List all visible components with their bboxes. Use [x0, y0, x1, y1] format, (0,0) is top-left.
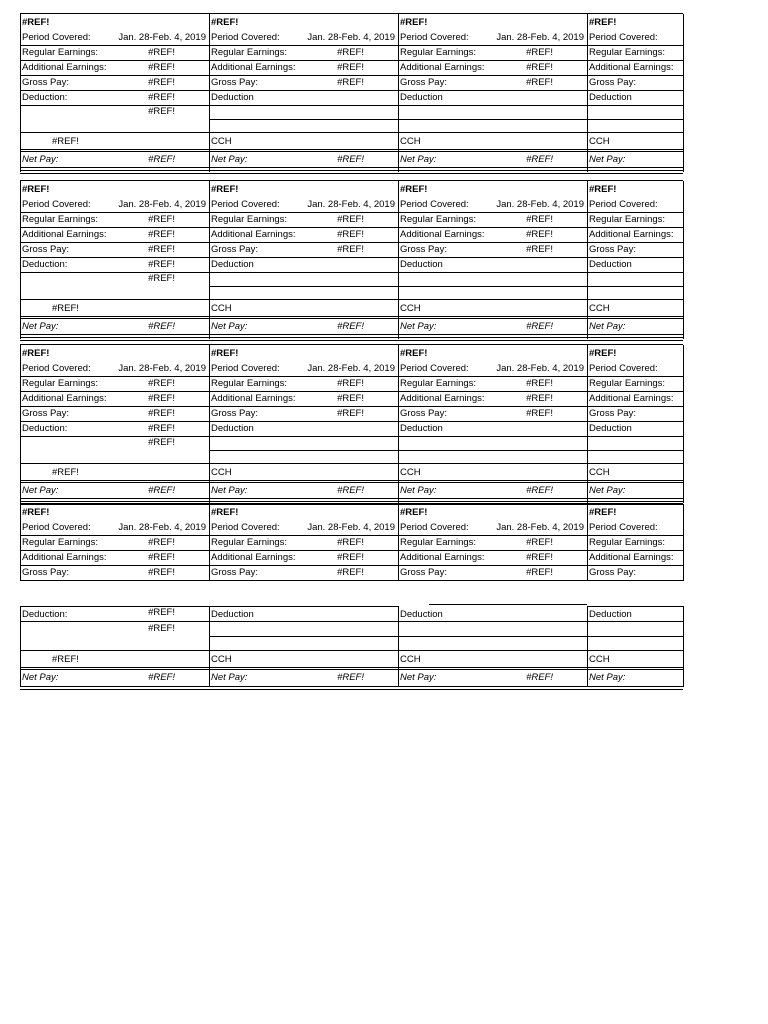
rule-top-4 [20, 503, 683, 504]
rule-row-3-4 [20, 436, 683, 437]
regular-earnings-value-1-column-1: #REF! [148, 47, 175, 58]
regular-earnings-value-3-column-3: #REF! [526, 378, 553, 389]
deduction-label-3-column-1: Deduction: [22, 423, 68, 434]
gross-pay-value-3-column-2: #REF! [337, 408, 364, 419]
gross-pay-label-3-column-3: Gross Pay: [400, 408, 447, 419]
regular-earnings-label-1-column-3: Regular Earnings: [400, 47, 477, 58]
column-divider-lower-4-column-4 [587, 606, 588, 687]
cch-label-2-column-3: CCH [400, 303, 421, 314]
column-divider-right-1-column-4 [683, 14, 684, 172]
cch-label-3-column-2: CCH [211, 467, 232, 478]
rule-top-1 [20, 13, 683, 14]
period-covered-label-3-column-4: Period Covered: [589, 363, 658, 374]
rule-cch-double-4 [20, 669, 683, 670]
cch-label-1-column-2: CCH [211, 136, 232, 147]
rule-row-3-1 [20, 391, 683, 392]
net-pay-value-3-column-3: #REF! [526, 485, 553, 496]
regular-earnings-value-1-column-3: #REF! [526, 47, 553, 58]
deduction-sub-value-3-column-1: #REF! [148, 437, 175, 448]
period-value-3-column-2: Jan. 28-Feb. 4, 2019 [307, 363, 395, 374]
gross-pay-label-2-column-3: Gross Pay: [400, 244, 447, 255]
cch-label-4-column-3: CCH [400, 654, 421, 665]
rule-gross-4-4 [645, 580, 683, 581]
net-pay-label-2-column-2: Net Pay: [211, 321, 248, 332]
deduction-label-3-column-4: Deduction [589, 423, 632, 434]
rule-ded2-2 [209, 286, 683, 287]
period-value-3-column-3: Jan. 28-Feb. 4, 2019 [496, 363, 584, 374]
rule-ded-row-4 [20, 621, 683, 622]
rule-row-3-3 [20, 421, 683, 422]
net-pay-label-1-column-1: Net Pay: [22, 154, 59, 165]
additional-earnings-label-1-column-1: Additional Earnings: [22, 62, 107, 73]
header-ref-3-column-1: #REF! [22, 348, 50, 359]
deduction-label-1-column-2: Deduction [211, 92, 254, 103]
regular-earnings-value-2-column-1: #REF! [148, 214, 175, 225]
rule-cch-double-1 [20, 151, 683, 152]
period-covered-label-1-column-3: Period Covered: [400, 32, 469, 43]
additional-earnings-value-1-column-1: #REF! [148, 62, 175, 73]
rule-ded-top-3-4 [429, 604, 587, 605]
regular-earnings-label-2-column-4: Regular Earnings: [589, 214, 666, 225]
regular-earnings-value-2-column-2: #REF! [337, 214, 364, 225]
additional-earnings-value-4-column-2: #REF! [337, 552, 364, 563]
period-covered-label-2-column-3: Period Covered: [400, 199, 469, 210]
column-divider-lower-4-column-3 [398, 606, 399, 687]
additional-earnings-value-2-column-1: #REF! [148, 229, 175, 240]
regular-earnings-label-1-column-1: Regular Earnings: [22, 47, 99, 58]
period-value-1-column-1: Jan. 28-Feb. 4, 2019 [118, 32, 206, 43]
rule-row-1-0 [20, 45, 683, 46]
rule-blank-1 [20, 132, 683, 133]
gross-pay-value-2-column-1: #REF! [148, 244, 175, 255]
additional-earnings-label-3-column-4: Additional Earnings: [589, 393, 674, 404]
net-pay-label-4-column-3: Net Pay: [400, 672, 437, 683]
header-ref-1-column-2: #REF! [211, 17, 239, 28]
period-value-1-column-2: Jan. 28-Feb. 4, 2019 [307, 32, 395, 43]
column-divider-upper-4-column-2 [209, 504, 210, 581]
regular-earnings-label-1-column-4: Regular Earnings: [589, 47, 666, 58]
period-covered-label-1-column-4: Period Covered: [589, 32, 658, 43]
regular-earnings-label-2-column-3: Regular Earnings: [400, 214, 477, 225]
deduction-label-4-column-4: Deduction [589, 609, 632, 620]
additional-earnings-label-2-column-4: Additional Earnings: [589, 229, 674, 240]
gross-pay-value-1-column-3: #REF! [526, 77, 553, 88]
additional-earnings-value-3-column-1: #REF! [148, 393, 175, 404]
header-ref-2-column-3: #REF! [400, 184, 428, 195]
deduction-label-2-column-4: Deduction [589, 259, 632, 270]
cch-label-3-column-4: CCH [589, 467, 610, 478]
rule-net-double-a-1 [20, 170, 683, 171]
header-ref-1-column-1: #REF! [22, 17, 50, 28]
rule-row-3-2 [20, 406, 683, 407]
cch-label-2-column-4: CCH [589, 303, 610, 314]
header-ref-2-column-4: #REF! [589, 184, 617, 195]
additional-earnings-value-3-column-3: #REF! [526, 393, 553, 404]
deduction-label-4-column-2: Deduction [211, 609, 254, 620]
deduction-label-3-column-2: Deduction [211, 423, 254, 434]
regular-earnings-label-1-column-2: Regular Earnings: [211, 47, 288, 58]
additional-earnings-value-1-column-3: #REF! [526, 62, 553, 73]
rule-row-1-2 [20, 75, 683, 76]
column-divider-lower-4-column-2 [209, 606, 210, 687]
additional-earnings-label-4-column-2: Additional Earnings: [211, 552, 296, 563]
additional-earnings-label-3-column-1: Additional Earnings: [22, 393, 107, 404]
gross-pay-label-3-column-1: Gross Pay: [22, 408, 69, 419]
net-pay-value-2-column-3: #REF! [526, 321, 553, 332]
gross-pay-label-4-column-2: Gross Pay: [211, 567, 258, 578]
period-covered-label-3-column-3: Period Covered: [400, 363, 469, 374]
rule-top-3 [20, 344, 683, 345]
regular-earnings-label-4-column-2: Regular Earnings: [211, 537, 288, 548]
deduction-sub-value-1-column-1: #REF! [148, 106, 175, 117]
net-pay-label-4-column-1: Net Pay: [22, 672, 59, 683]
gross-pay-label-4-column-1: Gross Pay: [22, 567, 69, 578]
gross-pay-value-2-column-3: #REF! [526, 244, 553, 255]
header-ref-2-column-1: #REF! [22, 184, 50, 195]
net-pay-label-3-column-1: Net Pay: [22, 485, 59, 496]
net-pay-label-3-column-2: Net Pay: [211, 485, 248, 496]
cch-label-2-column-2: CCH [211, 303, 232, 314]
net-pay-value-1-column-2: #REF! [337, 154, 364, 165]
rule-cch-1 [20, 149, 683, 150]
net-pay-value-4-column-3: #REF! [526, 672, 553, 683]
deduction-label-1-column-3: Deduction [400, 92, 443, 103]
rule-cch-double-2 [20, 318, 683, 319]
net-pay-label-1-column-4: Net Pay: [589, 154, 626, 165]
net-pay-label-2-column-3: Net Pay: [400, 321, 437, 332]
period-value-4-column-1: Jan. 28-Feb. 4, 2019 [118, 522, 206, 533]
deduction-label-1-column-1: Deduction: [22, 92, 68, 103]
gross-pay-label-2-column-4: Gross Pay: [589, 244, 636, 255]
gross-pay-label-4-column-3: Gross Pay: [400, 567, 447, 578]
column-divider-right-lower-4-column-4 [683, 606, 684, 687]
header-ref-4-column-1: #REF! [22, 507, 50, 518]
regular-earnings-value-3-column-2: #REF! [337, 378, 364, 389]
additional-earnings-label-4-column-1: Additional Earnings: [22, 552, 107, 563]
rule-row-4-0 [20, 535, 683, 536]
deduction-value-2-column-1: #REF! [148, 259, 175, 270]
period-covered-label-2-column-4: Period Covered: [589, 199, 658, 210]
deduction-label-2-column-2: Deduction [211, 259, 254, 270]
column-divider-right-3-column-4 [683, 345, 684, 503]
additional-earnings-label-1-column-3: Additional Earnings: [400, 62, 485, 73]
regular-earnings-label-4-column-3: Regular Earnings: [400, 537, 477, 548]
regular-earnings-label-2-column-1: Regular Earnings: [22, 214, 99, 225]
gross-pay-label-3-column-2: Gross Pay: [211, 408, 258, 419]
deduction-total-4-column-1: #REF! [52, 654, 79, 665]
net-pay-label-4-column-4: Net Pay: [589, 672, 626, 683]
rule-blank-2 [20, 299, 683, 300]
rule-net-bottom-1 [20, 167, 683, 168]
period-value-4-column-3: Jan. 28-Feb. 4, 2019 [496, 522, 584, 533]
rule-ded2-4 [209, 636, 683, 637]
period-covered-label-3-column-1: Period Covered: [22, 363, 91, 374]
regular-earnings-label-3-column-1: Regular Earnings: [22, 378, 99, 389]
rule-cch-3 [20, 480, 683, 481]
net-pay-label-4-column-2: Net Pay: [211, 672, 248, 683]
additional-earnings-label-2-column-2: Additional Earnings: [211, 229, 296, 240]
column-divider-lower-4-column-1 [20, 606, 21, 687]
regular-earnings-label-3-column-4: Regular Earnings: [589, 378, 666, 389]
column-divider-upper-4-column-1 [20, 504, 21, 581]
cch-label-4-column-2: CCH [211, 654, 232, 665]
header-ref-4-column-4: #REF! [589, 507, 617, 518]
gross-pay-label-1-column-3: Gross Pay: [400, 77, 447, 88]
rule-row-2-2 [20, 242, 683, 243]
net-pay-label-3-column-3: Net Pay: [400, 485, 437, 496]
gross-pay-value-1-column-1: #REF! [148, 77, 175, 88]
additional-earnings-value-3-column-2: #REF! [337, 393, 364, 404]
net-pay-label-3-column-4: Net Pay: [589, 485, 626, 496]
rule-net-bottom-4 [20, 686, 683, 687]
gross-pay-value-4-column-1: #REF! [148, 567, 175, 578]
net-pay-value-2-column-2: #REF! [337, 321, 364, 332]
gross-pay-label-2-column-2: Gross Pay: [211, 244, 258, 255]
column-divider-right-upper-4-column-4 [683, 504, 684, 581]
deduction-value-3-column-1: #REF! [148, 423, 175, 434]
rule-row-4-1 [20, 550, 683, 551]
column-divider-upper-4-column-3 [398, 504, 399, 581]
period-value-1-column-3: Jan. 28-Feb. 4, 2019 [496, 32, 584, 43]
deduction-value-4-column-1: #REF! [148, 607, 175, 618]
rule-net-double-a-2 [20, 337, 683, 338]
additional-earnings-value-4-column-3: #REF! [526, 552, 553, 563]
regular-earnings-value-3-column-1: #REF! [148, 378, 175, 389]
rule-cch-4 [20, 667, 683, 668]
header-ref-3-column-4: #REF! [589, 348, 617, 359]
rule-ded2-3 [209, 450, 683, 451]
rule-row-1-3 [20, 90, 683, 91]
deduction-label-4-column-3: Deduction [400, 609, 443, 620]
regular-earnings-label-4-column-4: Regular Earnings: [589, 537, 666, 548]
additional-earnings-value-4-column-1: #REF! [148, 552, 175, 563]
net-pay-label-1-column-3: Net Pay: [400, 154, 437, 165]
rule-ded-top-4-4 [587, 606, 683, 607]
gross-pay-label-1-column-1: Gross Pay: [22, 77, 69, 88]
net-pay-value-1-column-3: #REF! [526, 154, 553, 165]
rule-row-1-1 [20, 60, 683, 61]
regular-earnings-label-2-column-2: Regular Earnings: [211, 214, 288, 225]
period-covered-label-1-column-1: Period Covered: [22, 32, 91, 43]
rule-top-2 [20, 180, 683, 181]
deduction-sub-value-2-column-1: #REF! [148, 273, 175, 284]
header-ref-4-column-2: #REF! [211, 507, 239, 518]
additional-earnings-value-1-column-2: #REF! [337, 62, 364, 73]
regular-earnings-value-1-column-2: #REF! [337, 47, 364, 58]
rule-row-2-0 [20, 212, 683, 213]
net-pay-label-1-column-2: Net Pay: [211, 154, 248, 165]
regular-earnings-label-4-column-1: Regular Earnings: [22, 537, 99, 548]
column-divider-upper-4-column-4 [587, 504, 588, 581]
rule-row-4-2 [20, 565, 683, 566]
rule-net-double-b-1 [20, 173, 683, 174]
period-value-3-column-1: Jan. 28-Feb. 4, 2019 [118, 363, 206, 374]
net-pay-value-4-column-1: #REF! [148, 672, 175, 683]
period-covered-label-4-column-2: Period Covered: [211, 522, 280, 533]
net-pay-label-2-column-1: Net Pay: [22, 321, 59, 332]
header-ref-3-column-2: #REF! [211, 348, 239, 359]
period-covered-label-1-column-2: Period Covered: [211, 32, 280, 43]
regular-earnings-label-3-column-2: Regular Earnings: [211, 378, 288, 389]
rule-gross-2-4 [267, 580, 397, 581]
rule-cch-2 [20, 316, 683, 317]
additional-earnings-label-3-column-3: Additional Earnings: [400, 393, 485, 404]
period-value-4-column-2: Jan. 28-Feb. 4, 2019 [307, 522, 395, 533]
period-covered-label-3-column-2: Period Covered: [211, 363, 280, 374]
header-ref-3-column-3: #REF! [400, 348, 428, 359]
header-ref-1-column-4: #REF! [589, 17, 617, 28]
rule-row-1-4 [20, 105, 683, 106]
header-ref-2-column-2: #REF! [211, 184, 239, 195]
cch-label-1-column-4: CCH [589, 136, 610, 147]
gross-pay-label-1-column-2: Gross Pay: [211, 77, 258, 88]
deduction-label-2-column-1: Deduction: [22, 259, 68, 270]
additional-earnings-value-2-column-2: #REF! [337, 229, 364, 240]
regular-earnings-value-4-column-2: #REF! [337, 537, 364, 548]
rule-blank-4 [20, 650, 683, 651]
period-covered-label-2-column-1: Period Covered: [22, 199, 91, 210]
deduction-label-2-column-3: Deduction [400, 259, 443, 270]
header-ref-1-column-3: #REF! [400, 17, 428, 28]
period-value-2-column-1: Jan. 28-Feb. 4, 2019 [118, 199, 206, 210]
header-ref-4-column-3: #REF! [400, 507, 428, 518]
rule-gross-1-4 [78, 580, 208, 581]
rule-row-2-3 [20, 257, 683, 258]
rule-row-2-1 [20, 227, 683, 228]
net-pay-value-2-column-1: #REF! [148, 321, 175, 332]
rule-ded-top-2-4 [209, 606, 398, 607]
net-pay-value-3-column-1: #REF! [148, 485, 175, 496]
rule-net-double-b-2 [20, 340, 683, 341]
rule-net-bottom-3 [20, 498, 683, 499]
rule-net-double-4 [20, 689, 683, 690]
gross-pay-label-4-column-4: Gross Pay: [589, 567, 636, 578]
additional-earnings-label-4-column-3: Additional Earnings: [400, 552, 485, 563]
regular-earnings-value-4-column-1: #REF! [148, 537, 175, 548]
regular-earnings-value-4-column-3: #REF! [526, 537, 553, 548]
deduction-total-2-column-1: #REF! [52, 303, 79, 314]
rule-cch-double-3 [20, 482, 683, 483]
gross-pay-label-3-column-4: Gross Pay: [589, 408, 636, 419]
deduction-label-1-column-4: Deduction [589, 92, 632, 103]
period-value-2-column-2: Jan. 28-Feb. 4, 2019 [307, 199, 395, 210]
deduction-total-1-column-1: #REF! [52, 136, 79, 147]
net-pay-value-3-column-2: #REF! [337, 485, 364, 496]
rule-ded-top-1-4 [20, 606, 209, 607]
net-pay-label-2-column-4: Net Pay: [589, 321, 626, 332]
gross-pay-value-4-column-3: #REF! [526, 567, 553, 578]
rule-ded2-1 [209, 119, 683, 120]
gross-pay-label-2-column-1: Gross Pay: [22, 244, 69, 255]
net-pay-value-1-column-1: #REF! [148, 154, 175, 165]
cch-label-3-column-3: CCH [400, 467, 421, 478]
period-covered-label-4-column-3: Period Covered: [400, 522, 469, 533]
additional-earnings-label-1-column-4: Additional Earnings: [589, 62, 674, 73]
column-divider-right-2-column-4 [683, 181, 684, 339]
additional-earnings-value-2-column-3: #REF! [526, 229, 553, 240]
deduction-value-1-column-1: #REF! [148, 92, 175, 103]
additional-earnings-label-2-column-3: Additional Earnings: [400, 229, 485, 240]
period-covered-label-4-column-1: Period Covered: [22, 522, 91, 533]
additional-earnings-label-1-column-2: Additional Earnings: [211, 62, 296, 73]
regular-earnings-value-2-column-3: #REF! [526, 214, 553, 225]
cch-label-4-column-4: CCH [589, 654, 610, 665]
additional-earnings-label-3-column-2: Additional Earnings: [211, 393, 296, 404]
gross-pay-value-4-column-2: #REF! [337, 567, 364, 578]
rule-row-3-0 [20, 376, 683, 377]
gross-pay-value-3-column-1: #REF! [148, 408, 175, 419]
gross-pay-label-1-column-4: Gross Pay: [589, 77, 636, 88]
gross-pay-value-1-column-2: #REF! [337, 77, 364, 88]
period-covered-label-4-column-4: Period Covered: [589, 522, 658, 533]
net-pay-value-4-column-2: #REF! [337, 672, 364, 683]
rule-net-double-a-3 [20, 501, 683, 502]
period-covered-label-2-column-2: Period Covered: [211, 199, 280, 210]
deduction-label-3-column-3: Deduction [400, 423, 443, 434]
rule-net-bottom-2 [20, 334, 683, 335]
additional-earnings-label-4-column-4: Additional Earnings: [589, 552, 674, 563]
rule-blank-3 [20, 463, 683, 464]
rule-row-2-4 [20, 272, 683, 273]
gross-pay-value-2-column-2: #REF! [337, 244, 364, 255]
deduction-label-4-column-1: Deduction: [22, 609, 68, 620]
deduction-sub-value-4-column-1: #REF! [148, 623, 175, 634]
additional-earnings-label-2-column-1: Additional Earnings: [22, 229, 107, 240]
gross-pay-value-3-column-3: #REF! [526, 408, 553, 419]
regular-earnings-label-3-column-3: Regular Earnings: [400, 378, 477, 389]
rule-net-double-b-3 [20, 504, 683, 505]
cch-label-1-column-3: CCH [400, 136, 421, 147]
deduction-total-3-column-1: #REF! [52, 467, 79, 478]
period-value-2-column-3: Jan. 28-Feb. 4, 2019 [496, 199, 584, 210]
